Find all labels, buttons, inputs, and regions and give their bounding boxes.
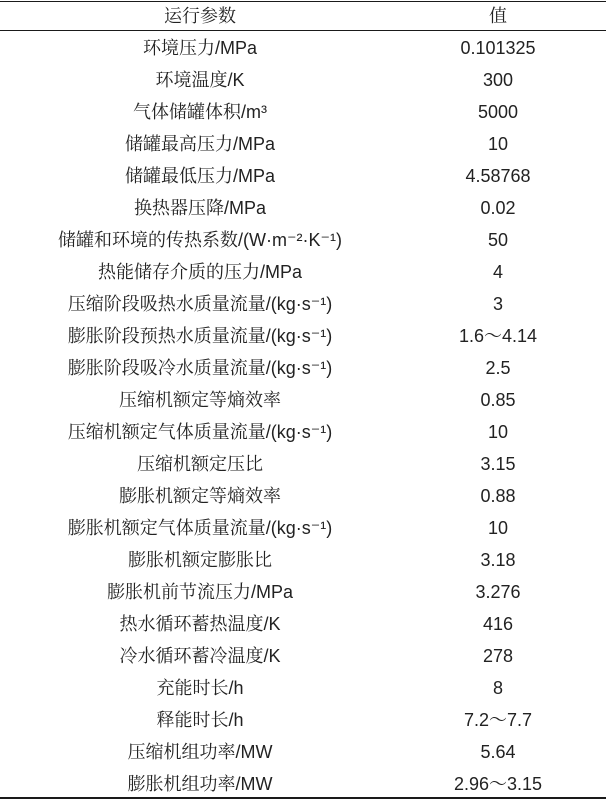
value-cell: 50 (487, 230, 509, 250)
table-row (0, 288, 606, 320)
value-cell: 416 (482, 614, 514, 634)
value-cell: 3.276 (475, 582, 521, 602)
param-cell: 冷水循环蓄冷温度/K (119, 646, 281, 666)
value-cell: 5000 (477, 102, 519, 122)
param-cell: 环境压力/MPa (142, 38, 257, 58)
table-row (0, 192, 606, 224)
value-cell: 8 (492, 678, 503, 698)
table-row (0, 512, 606, 544)
table-row (0, 96, 606, 128)
value-cell: 3.15 (480, 454, 516, 474)
param-cell: 压缩机组功率/MW (127, 742, 273, 762)
table-row (0, 576, 606, 608)
value-cell: 3 (492, 294, 503, 314)
value-cell: 0.88 (480, 486, 516, 506)
value-cell: 2.5 (485, 358, 511, 378)
value-cell: 7.2～7.7 (463, 710, 533, 730)
param-cell: 膨胀机组功率/MW (127, 774, 273, 794)
table-row (0, 384, 606, 416)
table-row (0, 160, 606, 192)
value-cell: 0.85 (480, 390, 516, 410)
table-row (0, 128, 606, 160)
table-row (0, 352, 606, 384)
table-row (0, 416, 606, 448)
value-cell: 10 (487, 518, 509, 538)
value-cell: 0.101325 (460, 38, 536, 58)
param-cell: 换热器压降/MPa (133, 198, 266, 218)
param-cell: 压缩机额定压比 (137, 454, 263, 474)
table-body (0, 32, 606, 800)
param-cell: 膨胀阶段吸冷水质量流量/(kg·s⁻¹) (67, 358, 333, 378)
value-cell: 10 (487, 134, 509, 154)
table-row (0, 544, 606, 576)
table-row (0, 64, 606, 96)
param-cell: 膨胀机额定等熵效率 (119, 486, 281, 506)
param-cell: 压缩机额定气体质量流量/(kg·s⁻¹) (67, 422, 333, 442)
param-cell: 热水循环蓄热温度/K (119, 614, 281, 634)
param-cell: 热能储存介质的压力/MPa (97, 262, 302, 282)
param-cell: 压缩机额定等熵效率 (119, 390, 281, 410)
param-cell: 储罐最低压力/MPa (124, 166, 275, 186)
value-cell: 4.58768 (465, 166, 531, 186)
param-cell: 环境温度/K (155, 70, 245, 90)
param-cell: 储罐最高压力/MPa (124, 134, 275, 154)
value-cell: 5.64 (480, 742, 516, 762)
table-row (0, 608, 606, 640)
table-row (0, 672, 606, 704)
table-row (0, 448, 606, 480)
param-cell: 气体储罐体积/m³ (133, 102, 267, 122)
param-cell: 充能时长/h (156, 678, 244, 698)
param-cell: 膨胀机前节流压力/MPa (106, 582, 293, 602)
param-cell: 储罐和环境的传热系数/(W·m⁻²·K⁻¹) (58, 230, 342, 250)
header-rule (0, 30, 606, 31)
param-cell: 释能时长/h (156, 710, 244, 730)
table-row (0, 768, 606, 800)
param-cell: 压缩阶段吸热水质量流量/(kg·s⁻¹) (67, 294, 333, 314)
param-cell: 膨胀阶段预热水质量流量/(kg·s⁻¹) (67, 326, 333, 346)
table-row (0, 736, 606, 768)
param-cell: 膨胀机额定气体质量流量/(kg·s⁻¹) (67, 518, 333, 538)
param-cell: 膨胀机额定膨胀比 (128, 550, 272, 570)
value-cell: 3.18 (480, 550, 516, 570)
value-cell: 300 (482, 70, 514, 90)
header-param: 运行参数 (164, 6, 236, 26)
value-cell: 10 (487, 422, 509, 442)
table-bottom-rule (0, 797, 606, 799)
table-row (0, 32, 606, 64)
table-row (0, 480, 606, 512)
value-cell: 2.96～3.15 (453, 774, 543, 794)
table-row (0, 320, 606, 352)
value-cell: 1.6～4.14 (458, 326, 538, 346)
table-row (0, 704, 606, 736)
value-cell: 278 (482, 646, 514, 666)
value-cell: 0.02 (480, 198, 516, 218)
table-row (0, 224, 606, 256)
value-cell: 4 (492, 262, 503, 282)
table-row (0, 640, 606, 672)
table-row (0, 256, 606, 288)
header-value: 值 (489, 6, 507, 26)
